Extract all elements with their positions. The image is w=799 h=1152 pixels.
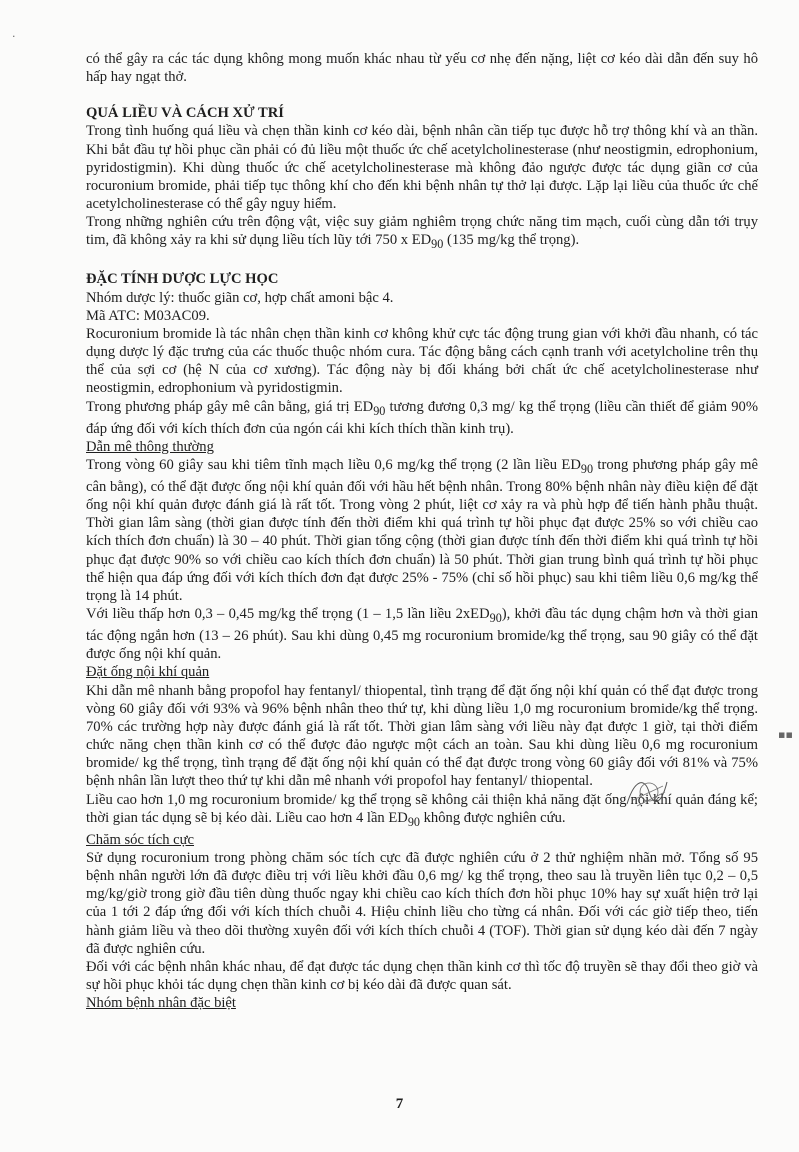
subscript: 90 — [373, 403, 386, 418]
standard-induction-paragraph-1 — [86, 456, 758, 605]
signature-mark — [623, 774, 671, 810]
document-page — [86, 50, 758, 1012]
text-run: trong phương pháp gây mê cân bằng), có thể đặt được ống nội khí quản đối với hầu hết bệnh nhân. Trong 80% bệnh nhân này điều kiện để đặt ống nội khí quản được đánh giá là rất tốt. Trong vòng 2 phút, liệt cơ xảy ra và phù hợp để tiến hành phẫu thuật. Thời gian lâm sàng (thời gian được tính đến thời điểm khi quá trình tự hồi phục đạt được 25% so với chiều cao kích thích đơn chuẩn) là 30 – 40 phút. Thời gian tổng cộng (thời gian được tính đến thời điểm khi quá trình tự hồi phục đạt được 90% so với chiều cao kích thích đơn chuẩn) là 50 phút. Thời gian trung bình quá trình tự hồi phục thể hiện qua đáp ứng đối với kích thích đơn đạt được 25% - 75% (chỉ số hồi phục) sau khi tiêm liều 0,6 mg/kg thể trọng là 14 phút. — [86, 456, 758, 604]
text-run: không được nghiên cứu. — [419, 809, 566, 826]
text-run: Trong vòng 60 giây sau khi tiêm tĩnh mạch liều 0,6 mg/kg thể trọng (2 lần liều ED — [86, 456, 581, 473]
text-run: Liều cao hơn 1,0 mg rocuronium bromide/ kg thể trọng sẽ không cải thiện khả năng đặt ống nội khí quản đáng kể; thời gian tác dụng sẽ bị kéo dài. Liều cao hơn 4 lần ED — [86, 791, 758, 826]
subheading-intubation: Đặt ống nội khí quản — [86, 664, 210, 681]
atc-code: Mã ATC: M03AC09. — [86, 307, 210, 324]
standard-induction-paragraph-2 — [86, 605, 758, 663]
pharmacodynamics-paragraph-1: Rocuronium bromide là tác nhân chẹn thần kinh cơ không khử cực tác động trung gian với khởi đầu nhanh, có tác dụng dược lý đặc trưng của các thuốc thuộc nhóm cura. Tác động bằng cách cạnh tranh với acetylcholine trên thụ thể của sợi cơ (hệ N của cơ xương). Tác động này bị đối kháng bởi chất ức chế acetylcholinesterase như neostigmin, edrophonium và pyridostigmin. — [86, 325, 758, 397]
subscript: 90 — [431, 237, 444, 252]
subscript: 90 — [580, 461, 594, 476]
overdose-paragraph-1: Trong tình huống quá liều và chẹn thần kinh cơ kéo dài, bệnh nhân cần tiếp tục được hỗ trợ thông khí và an thần. Khi bắt đầu tự hồi phục cần phải có đủ liều một thuốc ức chế acetylcholinesterase (như neostigmin, edrophonium, pyridostigmin). Khi dùng thuốc ức chế acetylcholinesterase mà không đảo ngược được tác dụng giãn cơ của rocuronium bromide, phải tiếp tục thông khí cho đến khi bệnh nhân tự thở lại được. Lặp lại liều của thuốc ức chế acetylcholinesterase có thể gây nguy hiểm. — [86, 123, 758, 213]
text-run: Với liều thấp hơn 0,3 – 0,45 mg/kg thể trọng (1 – 1,5 lần liều 2xED — [86, 606, 490, 623]
spacer — [86, 253, 758, 270]
pharmacodynamics-paragraph-2 — [86, 398, 758, 438]
intubation-paragraph-1: Khi dẫn mê nhanh bằng propofol hay fentanyl/ thiopental, tình trạng để đặt ống nội khí quản có thể đạt được trong vòng 60 giây đối với 93% và 96% bệnh nhân theo thứ tự, khi dùng liều 1,0 mg rocuronium bromide/kg thể trọng. 70% các trường hợp này được đánh giá là rất tốt. Thời gian lâm sàng với liều này đạt được 1 giờ, tại thời điểm chức năng chẹn thần kinh cơ có thể được đảo ngược một cách an toàn. Sau khi dùng liều 0,6 mg rocuronium bromide/ kg thể trọng, tình trạng để đặt ống nội khí quản có thể đạt được trong vòng 60 giây đối với 81% và 75% bệnh nhân lần lượt theo thứ tự khi dẫn mê nhanh với propofol hay fentanyl/ thiopental. — [86, 682, 758, 790]
section-heading-pharmacodynamics: ĐẶC TÍNH DƯỢC LỰC HỌC — [86, 271, 279, 288]
subheading-special-populations: Nhóm bệnh nhân đặc biệt — [86, 995, 236, 1012]
text-run: ), khởi đầu tác dụng chậm hơn và thời gian tác động ngắn hơn (13 – 26 phút). Sau khi dùng 0,45 mg rocuronium bromide/kg thể trọng, sau 90 giây có thể đặt được ống nội khí quản. — [86, 606, 758, 663]
section-heading-overdose: QUÁ LIỀU VÀ CÁCH XỬ TRÍ — [86, 105, 284, 122]
intensive-care-paragraph-1: Sử dụng rocuronium trong phòng chăm sóc tích cực đã được nghiên cứu ở 2 thử nghiệm nhãn mở. Tổng số 95 bệnh nhân người lớn đã được điều trị với liều khởi đầu 0,6 mg/ kg thể trọng, theo sau là truyền liên tục 0,2 – 0,5 mg/kg/giờ trong giờ đầu tiên dùng thuốc ngay khi chiều cao kích thích đơn hồi phục 10% hay sự xuất hiện trở lại của 1 tới 2 đáp ứng đối với kích thích chuỗi 4. Hiệu chỉnh liều cho từng cá nhân. Đối với các giờ tiếp theo, tiến hành giảm liều và theo dõi thường xuyên đối với kích thích chuỗi 4 (TOF). Thời gian sử dụng kéo dài đến 7 ngày đã được nghiên cứu. — [86, 849, 758, 957]
margin-scan-mark: ▪▪ — [778, 728, 793, 741]
intro-paragraph: có thể gây ra các tác dụng không mong muốn khác nhau từ yếu cơ nhẹ đến nặng, liệt cơ kéo dài dẫn đến suy hô hấp hay ngạt thở. — [86, 51, 758, 86]
page-number: 7 — [395, 1096, 404, 1112]
margin-tick-mark: · — [12, 30, 16, 43]
intensive-care-paragraph-2: Đối với các bệnh nhân khác nhau, để đạt được tác dụng chẹn thần kinh cơ thì tốc độ truyền sẽ thay đổi theo giờ và sự hồi phục khỏi tác dụng chẹn thần kinh cơ bị kéo dài đã được quan sát. — [86, 958, 758, 994]
text-run: Trong những nghiên cứu trên động vật, việc suy giảm nghiêm trọng chức năng tim mạch, cuối cùng dẫn tới trụy tim, đã không xảy ra khi sử dụng liều tích lũy tới 750 x ED — [86, 214, 758, 249]
subscript: 90 — [489, 611, 502, 625]
text-run: (135 mg/kg thể trọng). — [443, 232, 580, 249]
subscript: 90 — [407, 814, 420, 829]
text-run: tương đương 0,3 mg/ kg thể trọng (liều cần thiết để giảm 90% đáp ứng đối với kích thích đơn của ngón cái khi kích thích thần kinh trụ). — [86, 398, 758, 437]
pharmacologic-group: Nhóm dược lý: thuốc giãn cơ, hợp chất amoni bậc 4. — [86, 289, 394, 306]
text-run: Trong phương pháp gây mê cân bằng, giá trị ED — [86, 398, 374, 415]
subheading-standard-induction: Dẫn mê thông thường — [86, 438, 214, 455]
spacer — [86, 86, 758, 104]
overdose-paragraph-2 — [86, 213, 758, 253]
subheading-intensive-care: Chăm sóc tích cực — [86, 831, 195, 848]
